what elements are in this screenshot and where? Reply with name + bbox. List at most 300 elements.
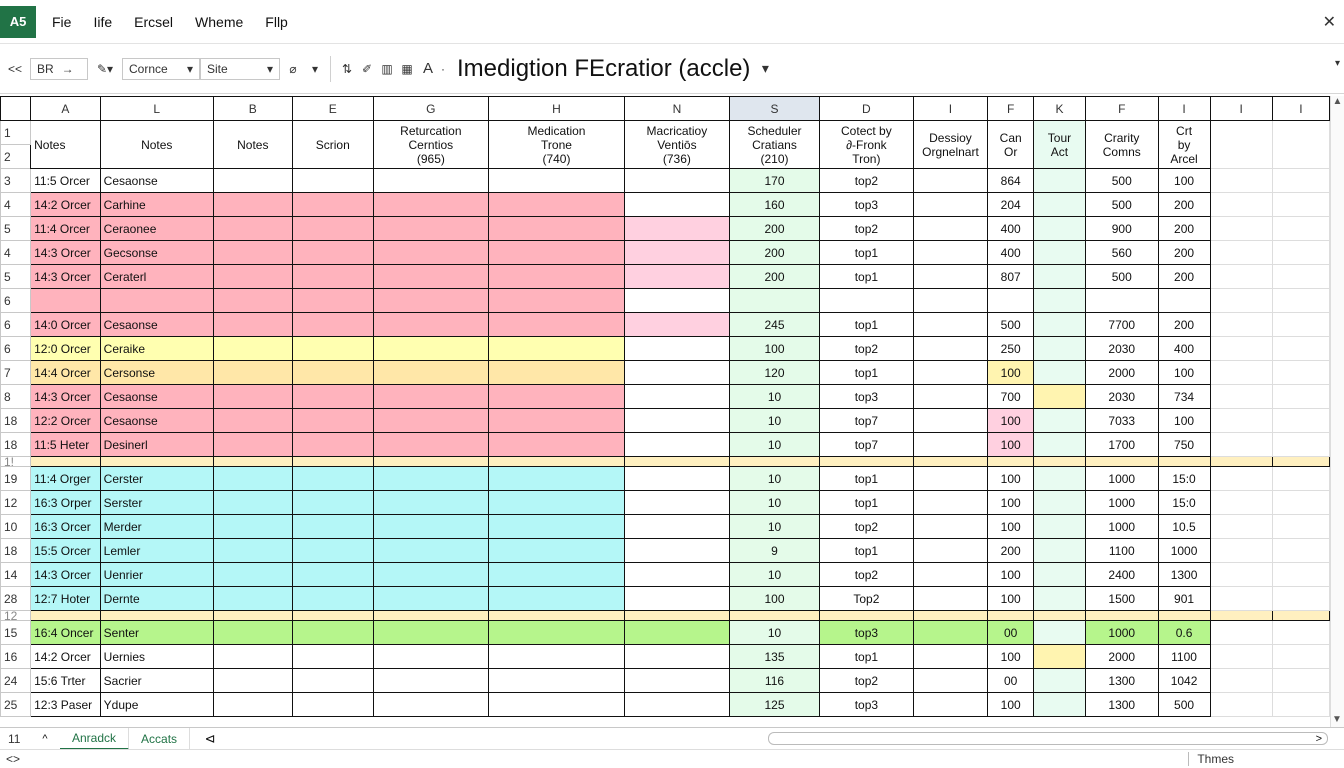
cell-b[interactable]: Sacrier xyxy=(100,669,213,693)
empty-cell[interactable] xyxy=(1210,611,1272,621)
empty-cell[interactable] xyxy=(488,611,624,621)
cell-a[interactable] xyxy=(31,611,101,621)
cell-crt[interactable]: 15:0 xyxy=(1158,491,1210,515)
empty-cell[interactable] xyxy=(1210,313,1272,337)
column-header[interactable]: K xyxy=(1034,97,1086,121)
empty-cell[interactable] xyxy=(213,313,292,337)
empty-cell[interactable] xyxy=(292,467,373,491)
empty-cell[interactable] xyxy=(624,587,729,611)
empty-cell[interactable] xyxy=(373,409,488,433)
empty-cell[interactable] xyxy=(1034,361,1086,385)
empty-cell[interactable] xyxy=(373,587,488,611)
empty-cell[interactable] xyxy=(1034,289,1086,313)
cell-b[interactable]: Ceraterl xyxy=(100,265,213,289)
cell-a[interactable]: 14:3 Orcer xyxy=(31,563,101,587)
cell-sch[interactable] xyxy=(729,457,819,467)
empty-cell[interactable] xyxy=(624,337,729,361)
cell-b[interactable]: Cersonse xyxy=(100,361,213,385)
cell-a[interactable]: 14:3 Orcer xyxy=(31,241,101,265)
empty-cell[interactable] xyxy=(292,289,373,313)
cell-crt[interactable]: 100 xyxy=(1158,361,1210,385)
empty-cell[interactable] xyxy=(1210,385,1272,409)
empty-cell[interactable] xyxy=(373,265,488,289)
empty-cell[interactable] xyxy=(488,265,624,289)
column-header[interactable]: D xyxy=(820,97,913,121)
cell-sch[interactable] xyxy=(729,289,819,313)
empty-cell[interactable] xyxy=(373,361,488,385)
empty-cell[interactable] xyxy=(1034,693,1086,717)
empty-cell[interactable] xyxy=(213,289,292,313)
row-number[interactable]: 15 xyxy=(1,621,31,645)
empty-cell[interactable] xyxy=(913,515,988,539)
empty-cell[interactable] xyxy=(213,265,292,289)
row-number[interactable]: 1 xyxy=(1,121,31,145)
empty-cell[interactable] xyxy=(624,457,729,467)
empty-cell[interactable] xyxy=(913,491,988,515)
empty-cell[interactable] xyxy=(624,385,729,409)
cell-can[interactable]: 100 xyxy=(988,645,1034,669)
empty-cell[interactable] xyxy=(213,193,292,217)
empty-cell[interactable] xyxy=(913,217,988,241)
empty-cell[interactable] xyxy=(624,361,729,385)
empty-cell[interactable] xyxy=(1210,289,1272,313)
empty-cell[interactable] xyxy=(1034,337,1086,361)
empty-cell[interactable] xyxy=(913,669,988,693)
empty-cell[interactable] xyxy=(913,693,988,717)
empty-cell[interactable] xyxy=(624,289,729,313)
row-number[interactable]: 25 xyxy=(1,693,31,717)
empty-cell[interactable] xyxy=(488,289,624,313)
empty-cell[interactable] xyxy=(213,645,292,669)
cell-cot[interactable]: top7 xyxy=(820,409,913,433)
empty-cell[interactable] xyxy=(373,217,488,241)
empty-cell[interactable] xyxy=(292,313,373,337)
empty-cell[interactable] xyxy=(913,385,988,409)
empty-cell[interactable] xyxy=(1272,621,1329,645)
cell-can[interactable]: 100 xyxy=(988,491,1034,515)
empty-cell[interactable] xyxy=(1272,611,1329,621)
cell-cot[interactable]: top3 xyxy=(820,693,913,717)
empty-cell[interactable] xyxy=(624,433,729,457)
cell-sch[interactable]: 100 xyxy=(729,587,819,611)
cell-crt[interactable]: 500 xyxy=(1158,693,1210,717)
column-header[interactable]: L xyxy=(100,97,213,121)
empty-cell[interactable] xyxy=(488,491,624,515)
column-header[interactable]: G xyxy=(373,97,488,121)
vertical-scrollbar[interactable] xyxy=(1330,96,1344,727)
cell-cra[interactable]: 1300 xyxy=(1085,669,1158,693)
empty-cell[interactable] xyxy=(913,169,988,193)
cell-sch[interactable]: 116 xyxy=(729,669,819,693)
cell-cra[interactable]: 2000 xyxy=(1085,645,1158,669)
sort-icon[interactable]: ⇅ xyxy=(341,61,353,76)
empty-cell[interactable] xyxy=(1034,621,1086,645)
cell-crt[interactable]: 200 xyxy=(1158,313,1210,337)
cell-cra[interactable] xyxy=(1085,457,1158,467)
empty-cell[interactable] xyxy=(488,539,624,563)
table-icon[interactable]: ▦ xyxy=(401,61,413,76)
empty-cell[interactable] xyxy=(373,621,488,645)
cell-cot[interactable]: top2 xyxy=(820,563,913,587)
empty-cell[interactable] xyxy=(292,265,373,289)
cell-a[interactable] xyxy=(31,289,101,313)
empty-cell[interactable] xyxy=(913,193,988,217)
empty-cell[interactable] xyxy=(913,621,988,645)
cell-sch[interactable]: 9 xyxy=(729,539,819,563)
empty-cell[interactable] xyxy=(913,361,988,385)
empty-cell[interactable] xyxy=(1210,457,1272,467)
empty-cell[interactable] xyxy=(624,621,729,645)
add-sheet-icon[interactable]: ⊲ xyxy=(204,730,216,746)
empty-cell[interactable] xyxy=(1210,491,1272,515)
cell-a[interactable]: 11:4 Orcer xyxy=(31,217,101,241)
scroll-right-icon[interactable]: > xyxy=(1315,732,1322,745)
empty-cell[interactable] xyxy=(1272,241,1329,265)
empty-cell[interactable] xyxy=(913,409,988,433)
header-cell[interactable] xyxy=(820,121,913,169)
empty-cell[interactable] xyxy=(292,539,373,563)
empty-cell[interactable] xyxy=(624,193,729,217)
empty-cell[interactable] xyxy=(373,515,488,539)
font-style-box[interactable] xyxy=(30,58,88,80)
cell-cot[interactable]: top1 xyxy=(820,491,913,515)
cell-sch[interactable]: 10 xyxy=(729,385,819,409)
cell-cot[interactable]: top3 xyxy=(820,621,913,645)
header-cell[interactable] xyxy=(488,121,624,169)
empty-cell[interactable] xyxy=(488,515,624,539)
empty-cell[interactable] xyxy=(1272,467,1329,491)
cell-crt[interactable]: 15:0 xyxy=(1158,467,1210,491)
empty-cell[interactable] xyxy=(292,669,373,693)
cell-cra[interactable]: 1000 xyxy=(1085,621,1158,645)
cell-b[interactable]: Serster xyxy=(100,491,213,515)
column-header[interactable]: S xyxy=(729,97,819,121)
cell-b[interactable]: Merder xyxy=(100,515,213,539)
empty-cell[interactable] xyxy=(1210,337,1272,361)
empty-cell[interactable] xyxy=(1210,241,1272,265)
cell-cot[interactable]: top1 xyxy=(820,265,913,289)
cell-crt[interactable]: 10.5 xyxy=(1158,515,1210,539)
header-cell[interactable] xyxy=(1034,121,1086,169)
title-dropdown-icon[interactable]: ▾ xyxy=(761,60,769,76)
cell-crt[interactable] xyxy=(1158,611,1210,621)
empty-cell[interactable] xyxy=(624,467,729,491)
empty-cell[interactable] xyxy=(373,313,488,337)
empty-cell[interactable] xyxy=(1272,491,1329,515)
empty-cell[interactable] xyxy=(292,193,373,217)
empty-cell[interactable] xyxy=(213,587,292,611)
cell-b[interactable]: Cesaonse xyxy=(100,385,213,409)
row-number[interactable]: 6 xyxy=(1,337,31,361)
back-icon[interactable]: << xyxy=(7,61,22,76)
empty-cell[interactable] xyxy=(1034,539,1086,563)
empty-cell[interactable] xyxy=(213,385,292,409)
empty-cell[interactable] xyxy=(213,217,292,241)
empty-cell[interactable] xyxy=(213,169,292,193)
empty-cell[interactable] xyxy=(1210,539,1272,563)
row-number[interactable]: 3 xyxy=(1,169,31,193)
header-cell[interactable] xyxy=(100,121,213,169)
scroll-down-icon[interactable]: ▼ xyxy=(1332,714,1342,725)
row-number[interactable]: 6 xyxy=(1,313,31,337)
empty-cell[interactable] xyxy=(1034,193,1086,217)
empty-cell[interactable] xyxy=(488,193,624,217)
cell-cra[interactable]: 1000 xyxy=(1085,467,1158,491)
row-number[interactable]: 12 xyxy=(1,491,31,515)
cell-a[interactable]: 14:0 Orcer xyxy=(31,313,101,337)
row-number[interactable]: 8 xyxy=(1,385,31,409)
close-icon[interactable]: ✕ xyxy=(1322,14,1336,31)
cell-cra[interactable]: 560 xyxy=(1085,241,1158,265)
empty-cell[interactable] xyxy=(1034,313,1086,337)
empty-cell[interactable] xyxy=(1272,193,1329,217)
cell-sch[interactable]: 120 xyxy=(729,361,819,385)
empty-cell[interactable] xyxy=(488,385,624,409)
cell-cra[interactable] xyxy=(1085,611,1158,621)
pencil-icon[interactable]: ✐ xyxy=(361,61,373,76)
cell-crt[interactable]: 734 xyxy=(1158,385,1210,409)
cell-b[interactable]: Ydupe xyxy=(100,693,213,717)
cell-cot[interactable]: top2 xyxy=(820,669,913,693)
empty-cell[interactable] xyxy=(373,645,488,669)
empty-cell[interactable] xyxy=(1210,467,1272,491)
cell-b[interactable]: Uernies xyxy=(100,645,213,669)
empty-cell[interactable] xyxy=(373,385,488,409)
cell-b[interactable] xyxy=(100,289,213,313)
empty-cell[interactable] xyxy=(1210,193,1272,217)
empty-cell[interactable] xyxy=(213,409,292,433)
cell-can[interactable] xyxy=(988,611,1034,621)
empty-cell[interactable] xyxy=(488,433,624,457)
empty-cell[interactable] xyxy=(292,515,373,539)
empty-cell[interactable] xyxy=(1210,121,1272,169)
empty-cell[interactable] xyxy=(213,515,292,539)
header-cell[interactable] xyxy=(988,121,1034,169)
empty-cell[interactable] xyxy=(1272,515,1329,539)
cell-sch[interactable]: 10 xyxy=(729,467,819,491)
empty-cell[interactable] xyxy=(1210,587,1272,611)
empty-cell[interactable] xyxy=(624,611,729,621)
empty-cell[interactable] xyxy=(1272,669,1329,693)
cell-crt[interactable]: 200 xyxy=(1158,217,1210,241)
cell-a[interactable]: 12:2 Orcer xyxy=(31,409,101,433)
empty-cell[interactable] xyxy=(1210,693,1272,717)
empty-cell[interactable] xyxy=(913,241,988,265)
menu-edit[interactable]: Iife xyxy=(93,13,113,30)
empty-cell[interactable] xyxy=(213,433,292,457)
empty-cell[interactable] xyxy=(213,563,292,587)
cell-cra[interactable]: 500 xyxy=(1085,169,1158,193)
empty-cell[interactable] xyxy=(913,539,988,563)
empty-cell[interactable] xyxy=(213,693,292,717)
cell-cra[interactable]: 1500 xyxy=(1085,587,1158,611)
empty-cell[interactable] xyxy=(213,621,292,645)
cell-can[interactable]: 807 xyxy=(988,265,1034,289)
cell-b[interactable]: Senter xyxy=(100,621,213,645)
cell-can[interactable]: 100 xyxy=(988,563,1034,587)
font-name-select[interactable] xyxy=(122,58,200,80)
cell-cra[interactable]: 500 xyxy=(1085,193,1158,217)
empty-cell[interactable] xyxy=(624,491,729,515)
empty-cell[interactable] xyxy=(913,645,988,669)
cell-crt[interactable]: 1300 xyxy=(1158,563,1210,587)
cell-can[interactable]: 100 xyxy=(988,515,1034,539)
empty-cell[interactable] xyxy=(488,645,624,669)
empty-cell[interactable] xyxy=(292,241,373,265)
cell-b[interactable]: Desinerl xyxy=(100,433,213,457)
cell-a[interactable]: 12:0 Orcer xyxy=(31,337,101,361)
cell-can[interactable]: 100 xyxy=(988,433,1034,457)
empty-cell[interactable] xyxy=(213,337,292,361)
cell-crt[interactable]: 200 xyxy=(1158,241,1210,265)
cell-can[interactable]: 204 xyxy=(988,193,1034,217)
empty-cell[interactable] xyxy=(292,457,373,467)
row-number[interactable]: 4 xyxy=(1,193,31,217)
cell-crt[interactable]: 400 xyxy=(1158,337,1210,361)
cell-b[interactable]: Carhine xyxy=(100,193,213,217)
cell-a[interactable]: 12:7 Hoter xyxy=(31,587,101,611)
empty-cell[interactable] xyxy=(292,621,373,645)
empty-cell[interactable] xyxy=(213,611,292,621)
empty-cell[interactable] xyxy=(1210,217,1272,241)
cell-can[interactable]: 200 xyxy=(988,539,1034,563)
menu-theme[interactable]: Wheme xyxy=(195,13,244,30)
format-painter-icon[interactable]: ✎▾ xyxy=(96,61,114,76)
status-nav-icon[interactable]: <> xyxy=(6,752,21,766)
menu-file[interactable]: Fie xyxy=(52,13,72,30)
empty-cell[interactable] xyxy=(913,433,988,457)
empty-cell[interactable] xyxy=(213,241,292,265)
empty-cell[interactable] xyxy=(624,409,729,433)
header-cell[interactable] xyxy=(213,121,292,169)
empty-cell[interactable] xyxy=(1034,515,1086,539)
empty-cell[interactable] xyxy=(292,217,373,241)
cell-sch[interactable]: 245 xyxy=(729,313,819,337)
cell-can[interactable]: 250 xyxy=(988,337,1034,361)
theme-label[interactable]: Thmes xyxy=(1188,752,1234,766)
cell-sch[interactable]: 160 xyxy=(729,193,819,217)
cell-cot[interactable]: top1 xyxy=(820,645,913,669)
empty-cell[interactable] xyxy=(624,515,729,539)
header-cell[interactable] xyxy=(292,121,373,169)
column-header[interactable]: A xyxy=(31,97,101,121)
empty-cell[interactable] xyxy=(624,313,729,337)
empty-cell[interactable] xyxy=(913,587,988,611)
empty-cell[interactable] xyxy=(292,563,373,587)
empty-cell[interactable] xyxy=(913,563,988,587)
empty-cell[interactable] xyxy=(373,539,488,563)
cell-cot[interactable]: top1 xyxy=(820,241,913,265)
row-number[interactable]: 18 xyxy=(1,433,31,457)
cell-sch[interactable] xyxy=(729,611,819,621)
empty-cell[interactable] xyxy=(1210,409,1272,433)
cell-b[interactable]: Dernte xyxy=(100,587,213,611)
empty-cell[interactable] xyxy=(373,241,488,265)
cell-cra[interactable]: 500 xyxy=(1085,265,1158,289)
cell-crt[interactable]: 1100 xyxy=(1158,645,1210,669)
header-cell[interactable] xyxy=(729,121,819,169)
cell-b[interactable]: Lemler xyxy=(100,539,213,563)
cell-a[interactable]: 14:4 Orcer xyxy=(31,361,101,385)
row-number[interactable]: 28 xyxy=(1,587,31,611)
cell-cra[interactable]: 2030 xyxy=(1085,385,1158,409)
columns-icon[interactable]: ▥ xyxy=(381,61,393,76)
cell-sch[interactable]: 10 xyxy=(729,563,819,587)
cell-crt[interactable]: 1042 xyxy=(1158,669,1210,693)
cell-cra[interactable]: 2030 xyxy=(1085,337,1158,361)
column-header[interactable]: I xyxy=(1158,97,1210,121)
empty-cell[interactable] xyxy=(488,361,624,385)
empty-cell[interactable] xyxy=(1272,121,1329,169)
cell-sch[interactable]: 10 xyxy=(729,491,819,515)
row-number[interactable]: 19 xyxy=(1,467,31,491)
column-header[interactable]: H xyxy=(488,97,624,121)
ribbon-collapse-icon[interactable]: ▾ xyxy=(1334,58,1340,69)
empty-cell[interactable] xyxy=(1034,467,1086,491)
sheet-tab-2[interactable]: Accats xyxy=(129,728,190,750)
cell-b[interactable]: Uenrier xyxy=(100,563,213,587)
row-number[interactable]: 5 xyxy=(1,217,31,241)
cell-cra[interactable]: 1300 xyxy=(1085,693,1158,717)
column-header[interactable]: B xyxy=(213,97,292,121)
cell-a[interactable]: 15:5 Orcer xyxy=(31,539,101,563)
empty-cell[interactable] xyxy=(373,337,488,361)
empty-cell[interactable] xyxy=(913,467,988,491)
cell-crt[interactable]: 200 xyxy=(1158,265,1210,289)
cell-sch[interactable]: 200 xyxy=(729,241,819,265)
empty-cell[interactable] xyxy=(624,693,729,717)
column-header[interactable]: N xyxy=(624,97,729,121)
cell-can[interactable]: 500 xyxy=(988,313,1034,337)
row-number[interactable]: 7 xyxy=(1,361,31,385)
empty-cell[interactable] xyxy=(913,313,988,337)
empty-cell[interactable] xyxy=(1210,563,1272,587)
cell-sch[interactable]: 200 xyxy=(729,217,819,241)
empty-cell[interactable] xyxy=(1210,433,1272,457)
cell-a[interactable]: 16:3 Orper xyxy=(31,491,101,515)
cell-b[interactable]: Cesaonse xyxy=(100,409,213,433)
empty-cell[interactable] xyxy=(1272,563,1329,587)
empty-cell[interactable] xyxy=(1272,457,1329,467)
empty-cell[interactable] xyxy=(292,491,373,515)
header-cell[interactable] xyxy=(913,121,988,169)
empty-cell[interactable] xyxy=(624,669,729,693)
cell-can[interactable] xyxy=(988,457,1034,467)
menu-help[interactable]: Fllp xyxy=(265,13,288,30)
empty-cell[interactable] xyxy=(488,457,624,467)
cell-crt[interactable]: 100 xyxy=(1158,169,1210,193)
cell-can[interactable]: 400 xyxy=(988,241,1034,265)
cell-cot[interactable]: top2 xyxy=(820,515,913,539)
cell-can[interactable]: 100 xyxy=(988,409,1034,433)
row-number[interactable]: 12 xyxy=(1,611,31,621)
row-number[interactable]: 5 xyxy=(1,265,31,289)
empty-cell[interactable] xyxy=(913,611,988,621)
cell-a[interactable]: 14:3 Orcer xyxy=(31,265,101,289)
empty-cell[interactable] xyxy=(1034,385,1086,409)
empty-cell[interactable] xyxy=(488,621,624,645)
cell-a[interactable]: 12:3 Paser xyxy=(31,693,101,717)
cell-b[interactable]: Ceraonee xyxy=(100,217,213,241)
empty-cell[interactable] xyxy=(1272,313,1329,337)
cell-b[interactable]: Cesaonse xyxy=(100,169,213,193)
cell-cra[interactable]: 1000 xyxy=(1085,515,1158,539)
cell-sch[interactable]: 125 xyxy=(729,693,819,717)
empty-cell[interactable] xyxy=(373,457,488,467)
cell-a[interactable] xyxy=(31,457,101,467)
cell-sch[interactable]: 10 xyxy=(729,409,819,433)
cell-can[interactable]: 100 xyxy=(988,361,1034,385)
